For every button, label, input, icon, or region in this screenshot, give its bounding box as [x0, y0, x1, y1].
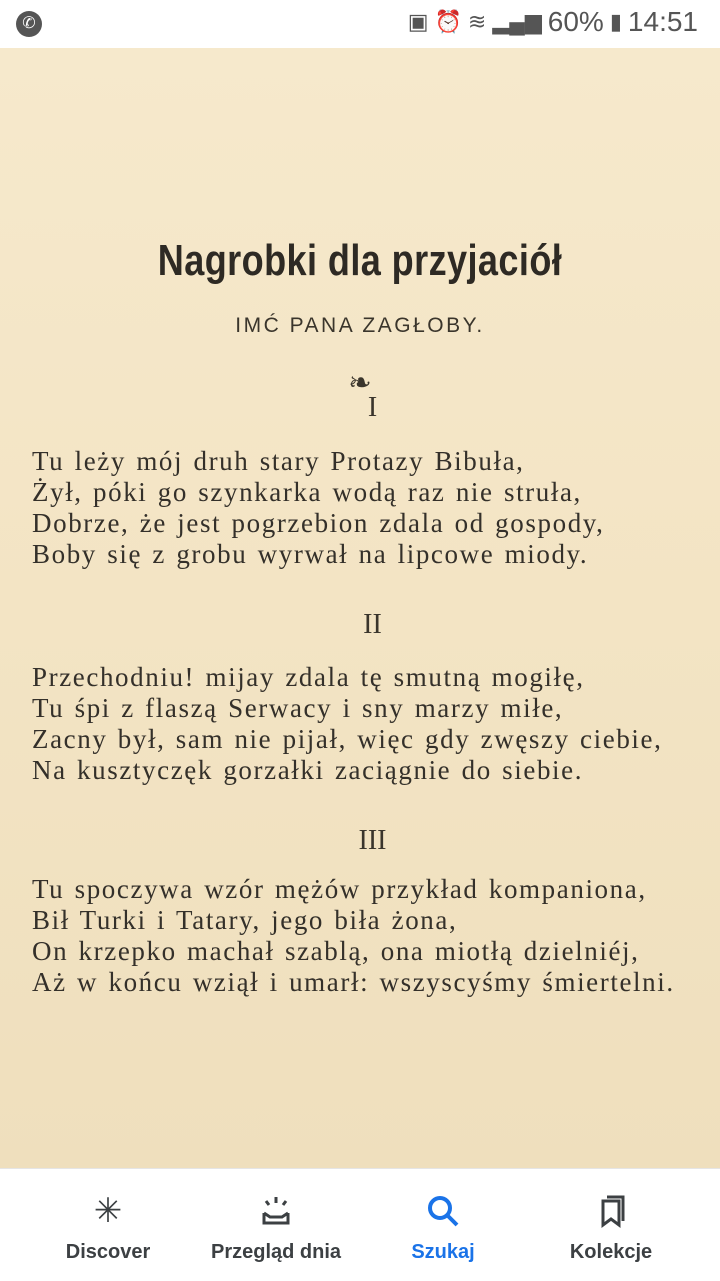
verse-line: Tu spoczywa wzór mężów przykład kompaniona,: [32, 874, 647, 904]
nav-label: Discover: [65, 1241, 151, 1263]
signal-icon: ▂▄▆: [492, 9, 542, 34]
ornament-icon: ❧: [348, 367, 372, 398]
stanza-numeral: I: [367, 392, 378, 423]
stanza: [32, 446, 605, 570]
nav-discover[interactable]: [23, 1169, 193, 1281]
bottom-navigation: [0, 1168, 720, 1281]
verse-line: Aż w końcu wziął i umarł: wszyscyśmy śmiertelni.: [32, 967, 675, 997]
search-icon: [358, 1191, 528, 1240]
verse-line: Żył, póki go szynkarka wodą raz nie struła,: [32, 477, 582, 507]
verse-line: Tu leży mój druh stary Protazy Bibuła,: [32, 446, 525, 476]
stanza: [32, 874, 675, 998]
asterisk-icon: ✳: [93, 1192, 123, 1230]
battery-percent: 60%: [547, 6, 604, 37]
page-title: Nagrobki dla przyjaciół: [157, 236, 563, 285]
nav-kolekcje[interactable]: [526, 1169, 696, 1281]
verse-line: Dobrze, że jest pogrzebion zdala od gospody,: [32, 508, 605, 538]
page-subtitle: IMĆ PANA ZAGŁOBY.: [235, 314, 485, 337]
verse-line: Tu śpi z flaszą Serwacy i sny marzy miłe,: [32, 693, 564, 723]
clock: 14:51: [627, 6, 698, 37]
verse-line: Przechodniu! mijay zdala tę smutną mogiłę,: [32, 662, 585, 692]
phone-call-icon: ✆: [16, 11, 42, 37]
nav-label: Kolekcje: [569, 1241, 653, 1263]
nav-label: Przegląd dnia: [210, 1241, 342, 1263]
nav-label: Szukaj: [411, 1241, 475, 1263]
verse-line: Bił Turki i Tatary, jego biła żona,: [32, 905, 458, 935]
stanza-numeral: II: [363, 609, 382, 640]
verse-line: Boby się z grobu wyrwał na lipcowe miody.: [32, 539, 589, 569]
nav-szukaj[interactable]: [358, 1169, 528, 1281]
wifi-icon: ≋: [467, 9, 487, 34]
stanza: [32, 662, 662, 786]
battery-saver-icon: ▣: [407, 9, 429, 34]
alarm-icon: ⏰: [434, 9, 462, 34]
book-page-image: [0, 48, 720, 1168]
verse-line: On krzepko machał szablą, ona miotłą dzielniéj,: [32, 936, 640, 966]
verse-line: Na kusztyczęk gorzałki zaciągnie do siebie.: [32, 755, 584, 785]
sunrise-tray-icon: [191, 1191, 361, 1240]
nav-przeglad-dnia[interactable]: [191, 1169, 361, 1281]
battery-icon: ▮: [609, 9, 622, 34]
stanza-numeral: III: [358, 825, 387, 856]
verse-line: Zacny był, sam nie pijał, więc gdy zwęszy ciebie,: [32, 724, 663, 754]
bookmarks-icon: [526, 1191, 696, 1240]
status-bar: [0, 0, 720, 48]
